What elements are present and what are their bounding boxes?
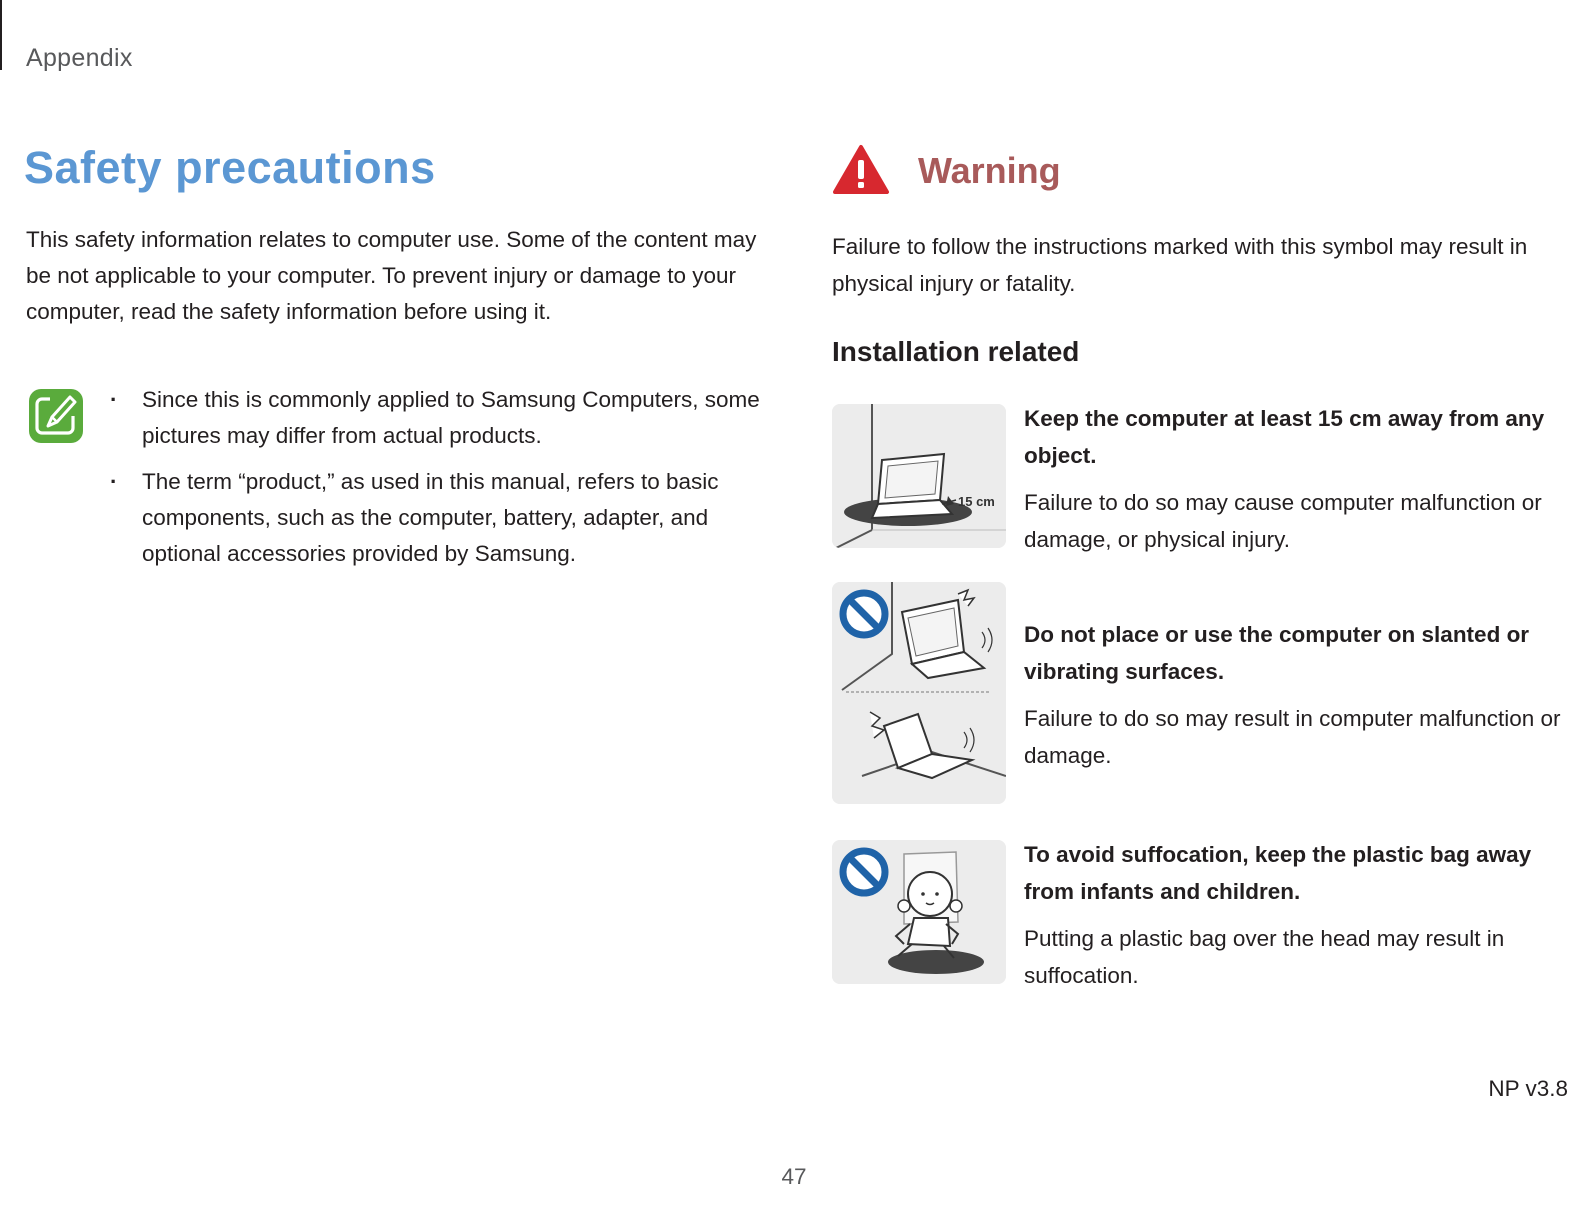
installation-heading: Installation related [832, 336, 1080, 367]
item-description: Putting a plastic bag over the head may result in suffocation. [1024, 926, 1505, 988]
model-version: NP v3.8 [1488, 1076, 1568, 1101]
clearance-label: 15 cm [958, 494, 995, 509]
item-description: Failure to do so may cause computer malfunction or damage, or physical injury. [1024, 490, 1542, 552]
note-list [106, 382, 766, 582]
page-title: Safety precautions [24, 142, 436, 193]
page-number: 47 [781, 1164, 807, 1189]
section-header: Appendix [26, 44, 133, 72]
warning-triangle-icon [832, 144, 890, 196]
installation-item [1024, 836, 1576, 994]
installation-item [1024, 400, 1576, 558]
item-description: Failure to do so may result in computer malfunction or damage. [1024, 706, 1561, 768]
slanted-surface-illustration [832, 582, 1006, 804]
note-item: · Since this is commonly applied to Samsung Computers, some pictures may differ from actual products. [106, 382, 766, 454]
note-pencil-icon [28, 388, 84, 444]
corner-rule [0, 0, 2, 70]
item-title: To avoid suffocation, keep the plastic bag away from infants and children. [1024, 842, 1532, 904]
warning-description: Failure to follow the instructions marked with this symbol may result in physical injury or fatality. [832, 234, 1528, 296]
laptop-clearance-illustration [832, 404, 1006, 548]
installation-item [1024, 616, 1576, 774]
item-title: Keep the computer at least 15 cm away from any object. [1024, 406, 1545, 468]
item-title: Do not place or use the computer on slanted or vibrating surfaces. [1024, 622, 1530, 684]
prohibited-icon [843, 593, 885, 635]
prohibited-icon [843, 851, 885, 893]
note-item: · The term “product,” as used in this manual, refers to basic components, such as the computer, battery, adapter, and optional accessories provided by Samsung. [106, 464, 766, 572]
intro-paragraph: This safety information relates to computer use. Some of the content may be not applicable to your computer. To prevent injury or damage to your computer, read the safety information before using it. [26, 227, 757, 324]
plastic-bag-illustration [832, 840, 1006, 984]
warning-title: Warning [918, 150, 1061, 191]
